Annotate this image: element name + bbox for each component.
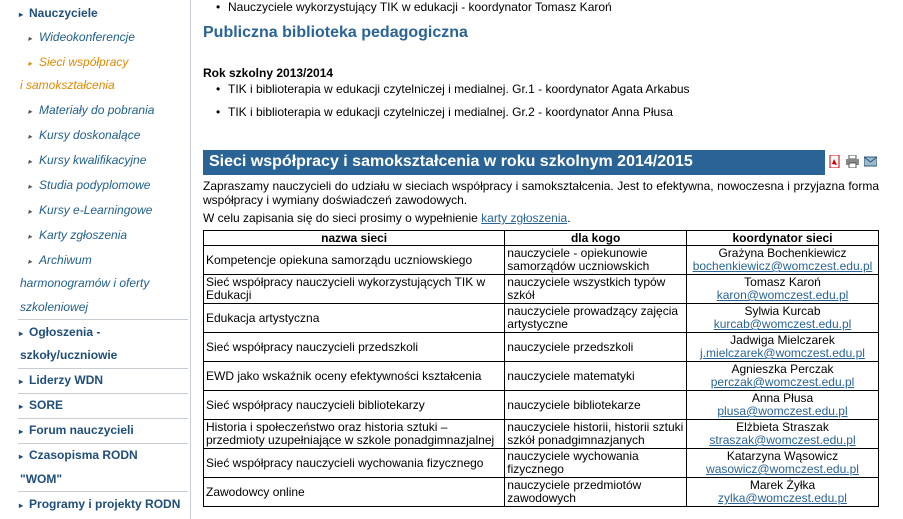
coordinator-cell xyxy=(687,478,879,507)
sidebar-item-archiwum-cont[interactable]: harmonogramów i oferty xyxy=(20,276,150,290)
chevron-right-icon: ▸ xyxy=(28,132,33,141)
signup-link[interactable]: karty zgłoszenia xyxy=(481,211,568,225)
section-title-bar xyxy=(203,150,825,175)
section-heading: Publiczna biblioteka pedagogiczna xyxy=(203,24,468,41)
table-row xyxy=(204,391,879,420)
coordinator-email-link[interactable]: kurcab@womczest.edu.pl xyxy=(713,317,852,331)
coordinator-name: Marek Żyłka xyxy=(749,478,816,492)
chevron-right-icon: ▸ xyxy=(19,501,24,510)
bullet-icon: • xyxy=(216,82,221,96)
audience-cell: nauczyciele matematyki xyxy=(505,362,687,391)
coordinator-name: Grażyna Bochenkiewicz xyxy=(718,246,847,260)
sidebar-item-kursy-kwalifikacyjne[interactable]: ▸ Kursy kwalifikacyjne xyxy=(28,153,147,167)
network-name-cell: Sieć współpracy nauczycieli wykorzystujących TIK w Edukacji xyxy=(204,275,505,304)
table-row xyxy=(204,275,879,304)
divider xyxy=(18,418,188,419)
chevron-right-icon: ▸ xyxy=(19,402,24,411)
network-name-cell: EWD jako wskaźnik oceny efektywności kształcenia xyxy=(204,362,505,391)
coordinator-email-link[interactable]: straszak@womczest.edu.pl xyxy=(709,433,856,447)
coordinator-email-link[interactable]: bochenkiewicz@womczest.edu.pl xyxy=(692,259,873,273)
coordinator-cell xyxy=(687,304,879,333)
chevron-right-icon: ▸ xyxy=(19,10,24,19)
divider xyxy=(18,393,188,394)
table-row xyxy=(204,333,879,362)
coordinator-name: Sylwia Kurcab xyxy=(744,304,821,318)
sidebar-item-archiwum[interactable]: ▸ Archiwum xyxy=(28,253,92,267)
audience-cell: nauczyciele przedszkoli xyxy=(505,333,687,362)
chevron-right-icon: ▸ xyxy=(19,452,24,461)
network-name-cell: Kompetencje opiekuna samorządu uczniowskiego xyxy=(204,246,505,275)
school-year-label: Rok szkolny 2013/2014 xyxy=(203,66,334,80)
chevron-right-icon: ▸ xyxy=(28,157,33,166)
network-name-cell: Sieć współpracy nauczycieli bibliotekarzy xyxy=(204,391,505,420)
coordinator-cell xyxy=(687,391,879,420)
table-row xyxy=(204,478,879,507)
sidebar-item-elearning[interactable]: ▸ Kursy e-Learningowe xyxy=(28,203,153,217)
audience-cell: nauczyciele bibliotekarze xyxy=(505,391,687,420)
audience-cell: nauczyciele wszystkich typów szkół xyxy=(505,275,687,304)
divider xyxy=(18,443,188,444)
sidebar-item-czasopisma[interactable]: ▸ Czasopisma RODN xyxy=(19,448,138,462)
sidebar-item-sieci-wspolpracy[interactable]: ▸ Sieci współpracy xyxy=(28,55,129,69)
coordinator-name: Elżbieta Straszak xyxy=(736,420,829,434)
divider xyxy=(18,491,188,492)
coordinator-name: Jadwiga Mielczarek xyxy=(730,333,835,347)
list-item: TIK i biblioterapia w edukacji czytelniczej i medialnej. Gr.2 - koordynator Anna Płusa xyxy=(228,105,673,119)
coordinator-cell xyxy=(687,420,879,449)
chevron-right-icon: ▸ xyxy=(19,377,24,386)
sidebar-item-programy[interactable]: ▸ Programy i projekty RODN xyxy=(19,497,181,511)
chevron-right-icon: ▸ xyxy=(28,182,33,191)
table-header-row xyxy=(204,231,879,246)
divider xyxy=(18,368,188,369)
sidebar-item-kursy-doskonalace[interactable]: ▸ Kursy doskonalące xyxy=(28,128,141,142)
sidebar-item-materialy[interactable]: ▸ Materiały do pobrania xyxy=(28,103,155,117)
table-row xyxy=(204,449,879,478)
sidebar-item-forum[interactable]: ▸ Forum nauczycieli xyxy=(19,423,134,437)
bullet-icon: • xyxy=(216,105,221,119)
coordinator-cell xyxy=(687,275,879,304)
chevron-right-icon: ▸ xyxy=(28,107,33,116)
chevron-right-icon: ▸ xyxy=(28,232,33,241)
chevron-right-icon: ▸ xyxy=(19,329,24,338)
sidebar-item-nauczyciele[interactable]: ▸ Nauczyciele xyxy=(19,6,98,20)
audience-cell: nauczyciele wychowania fizycznego xyxy=(505,449,687,478)
coordinator-cell xyxy=(687,333,879,362)
coordinator-cell xyxy=(687,449,879,478)
print-icon[interactable] xyxy=(846,155,859,168)
sidebar-item-ogloszenia[interactable]: ▸ Ogłoszenia - xyxy=(19,325,101,339)
sidebar-item-archiwum-cont2[interactable]: szkoleniowej xyxy=(20,300,89,314)
network-name-cell: Historia i społeczeństwo oraz historia sztuki – przedmioty uzupełniające w szkole ponadgimnazjalnej xyxy=(204,420,505,449)
sidebar-item-liderzy[interactable]: ▸ Liderzy WDN xyxy=(19,373,104,387)
network-name-cell: Edukacja artystyczna xyxy=(204,304,505,333)
table-row xyxy=(204,420,879,449)
coordinator-cell xyxy=(687,246,879,275)
coordinator-name: Tomasz Karoń xyxy=(744,275,821,289)
coordinator-email-link[interactable]: zylka@womczest.edu.pl xyxy=(718,491,847,505)
pdf-icon[interactable] xyxy=(828,155,841,168)
networks-table xyxy=(203,230,879,507)
network-name-cell: Zawodowcy online xyxy=(204,478,505,507)
coordinator-cell xyxy=(687,362,879,391)
sidebar-item-wideokonferencje[interactable]: ▸ Wideokonferencje xyxy=(28,30,135,44)
coordinator-name: Agnieszka Perczak xyxy=(731,362,834,376)
chevron-right-icon: ▸ xyxy=(28,207,33,216)
table-row xyxy=(204,246,879,275)
sidebar-item-czasopisma-cont[interactable]: "WOM" xyxy=(20,472,63,486)
email-icon[interactable] xyxy=(864,155,877,168)
table-row xyxy=(204,362,879,391)
coordinator-email-link[interactable]: perczak@womczest.edu.pl xyxy=(710,375,855,389)
chevron-right-icon: ▸ xyxy=(19,427,24,436)
sidebar-nav xyxy=(0,0,191,519)
sidebar-item-sieci-wspolpracy-cont[interactable]: i samokształcenia xyxy=(20,78,115,92)
divider xyxy=(18,319,188,320)
bullet-icon: • xyxy=(216,0,221,14)
audience-cell: nauczyciele historii, historii sztuki szkół ponadgimnazjanych xyxy=(505,420,687,449)
signup-paragraph: W celu zapisania się do sieci prosimy o wypełnienie karty zgłoszenia. xyxy=(203,211,571,225)
network-name-cell: Sieć współpracy nauczycieli przedszkoli xyxy=(204,333,505,362)
coordinator-email-link[interactable]: karon@womczest.edu.pl xyxy=(716,288,849,302)
coordinator-email-link[interactable]: j.mielczarek@womczest.edu.pl xyxy=(700,346,865,360)
chevron-right-icon: ▸ xyxy=(28,34,33,43)
list-item: Nauczyciele wykorzystujący TIK w edukacji - koordynator Tomasz Karoń xyxy=(228,0,612,14)
column-header: dla kogo xyxy=(505,231,687,246)
column-header: koordynator sieci xyxy=(687,231,879,246)
page-title: Sieci współpracy i samokształcenia w roku szkolnym 2014/2015 xyxy=(209,153,693,170)
column-header: nazwa sieci xyxy=(204,231,505,246)
sidebar-item-studia[interactable]: ▸ Studia podyplomowe xyxy=(28,178,151,192)
coordinator-name: Katarzyna Wąsowicz xyxy=(726,449,839,463)
coordinator-email-link[interactable]: wasowicz@womczest.edu.pl xyxy=(706,462,859,476)
table-row xyxy=(204,304,879,333)
audience-cell: nauczyciele przedmiotów zawodowych xyxy=(505,478,687,507)
sidebar-item-sore[interactable]: ▸ SORE xyxy=(19,398,64,412)
coordinator-email-link[interactable]: plusa@womczest.edu.pl xyxy=(717,404,848,418)
chevron-right-icon: ▸ xyxy=(28,257,33,266)
sidebar-item-karty[interactable]: ▸ Karty zgłoszenia xyxy=(28,228,128,242)
sidebar-item-ogloszenia-cont[interactable]: szkoły/uczniowie xyxy=(20,348,118,362)
chevron-right-icon: ▸ xyxy=(28,59,33,68)
list-item: TIK i biblioterapia w edukacji czytelniczej i medialnej. Gr.1 - koordynator Agata Arkabus xyxy=(228,82,690,96)
audience-cell: nauczyciele prowadzący zajęcia artystyczne xyxy=(505,304,687,333)
coordinator-name: Anna Płusa xyxy=(751,391,814,405)
network-name-cell: Sieć współpracy nauczycieli wychowania fizycznego xyxy=(204,449,505,478)
intro-paragraph: Zapraszamy nauczycieli do udziału w sieciach współpracy i samokształcenia. Jest to efektywna, nowoczesna i przyjazna forma współpracy i wymiany doświadczeń zawodowych. xyxy=(203,179,879,207)
audience-cell: nauczyciele - opiekunowie samorządów uczniowskich xyxy=(505,246,687,275)
